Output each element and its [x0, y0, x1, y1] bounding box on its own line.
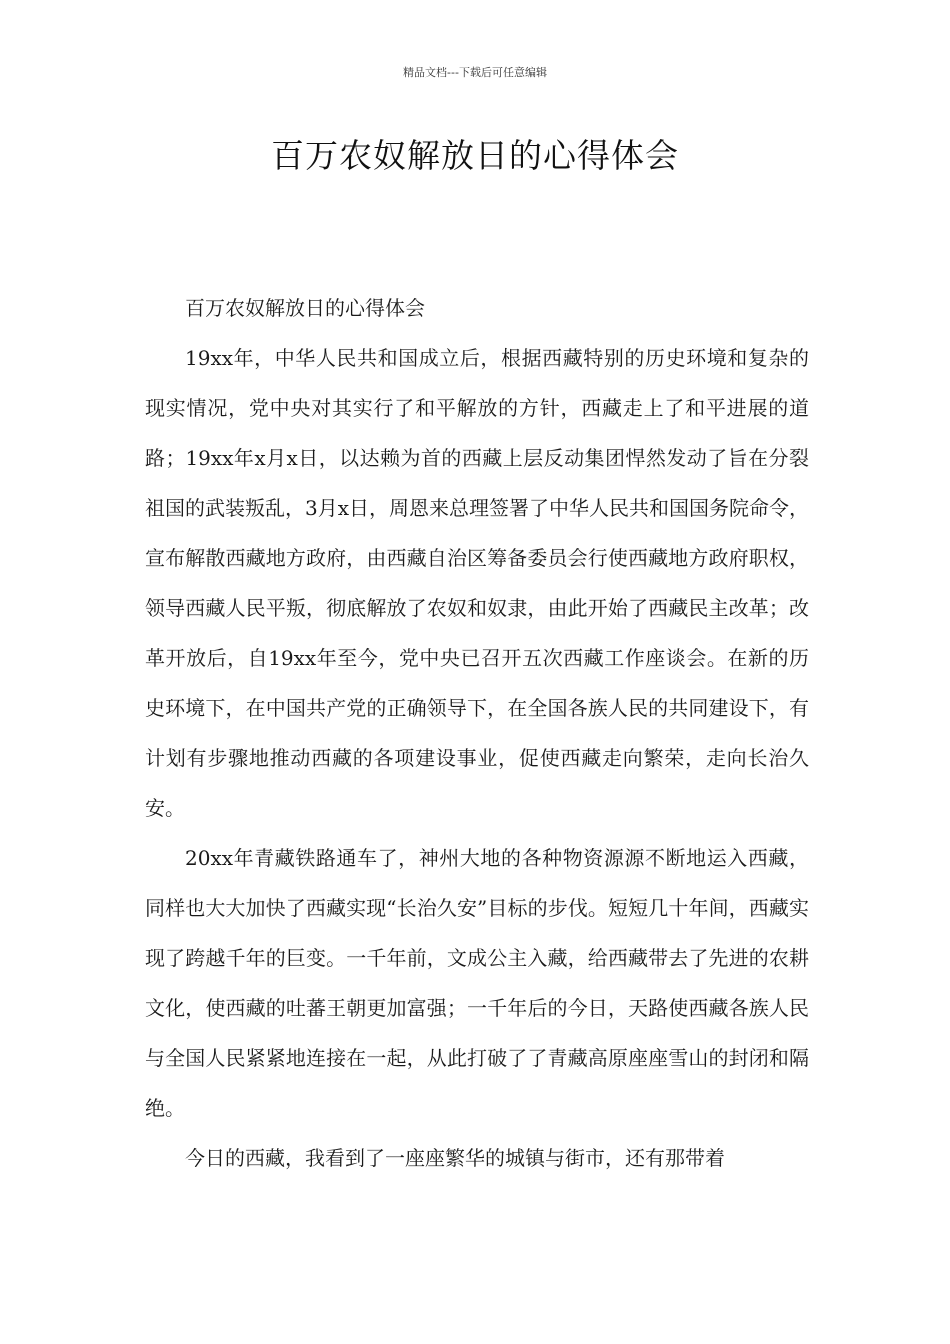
- paragraph-subtitle: 百万农奴解放日的心得体会: [185, 296, 425, 320]
- paragraph: 19xx年，中华人民共和国成立后，根据西藏特别的历史环境和复杂的现实情况，党中央对其实行了和平解放的方针，西藏走上了和平进展的道路；19xx年x月x日，以达赖为首的西藏上层反动集团悍然发动了旨在分裂祖国的武装叛乱，3月x日，周恩来总理签署了中华人民共和国国务院命令，宣布解散西藏地方政府，由西藏自治区筹备委员会行使西藏地方政府职权，领导西藏人民平叛，彻底解放了农奴和奴隶，由此开始了西藏民主改革；改革开放后，自19xx年至今，党中央已召开五次西藏工作座谈会。在新的历史环境下，在中国共产党的正确领导下，在全国各族人民的共同建设下，有计划有步骤地推动西藏的各项建设事业，促使西藏走向繁荣，走向长治久安。: [145, 346, 810, 820]
- document-title: 百万农奴解放日的心得体会: [271, 136, 679, 175]
- document-body: [145, 283, 809, 1183]
- paragraph: 20xx年青藏铁路通车了，神州大地的各种物资源源不断地运入西藏，同样也大大加快了西藏实现“长治久安”目标的步伐。短短几十年间，西藏实现了跨越千年的巨变。一千年前，文成公主入藏，给西藏带去了先进的农耕文化，使西藏的吐蕃王朝更加富强；一千年后的今日，天路使西藏各族人民与全国人民紧紧地连接在一起，从此打破了了青藏高原座座雪山的封闭和隔绝。: [145, 846, 809, 1120]
- header-note: 精品文档---下载后可任意编辑: [403, 66, 547, 79]
- paragraph: 今日的西藏，我看到了一座座繁华的城镇与街市，还有那带着: [185, 1146, 725, 1170]
